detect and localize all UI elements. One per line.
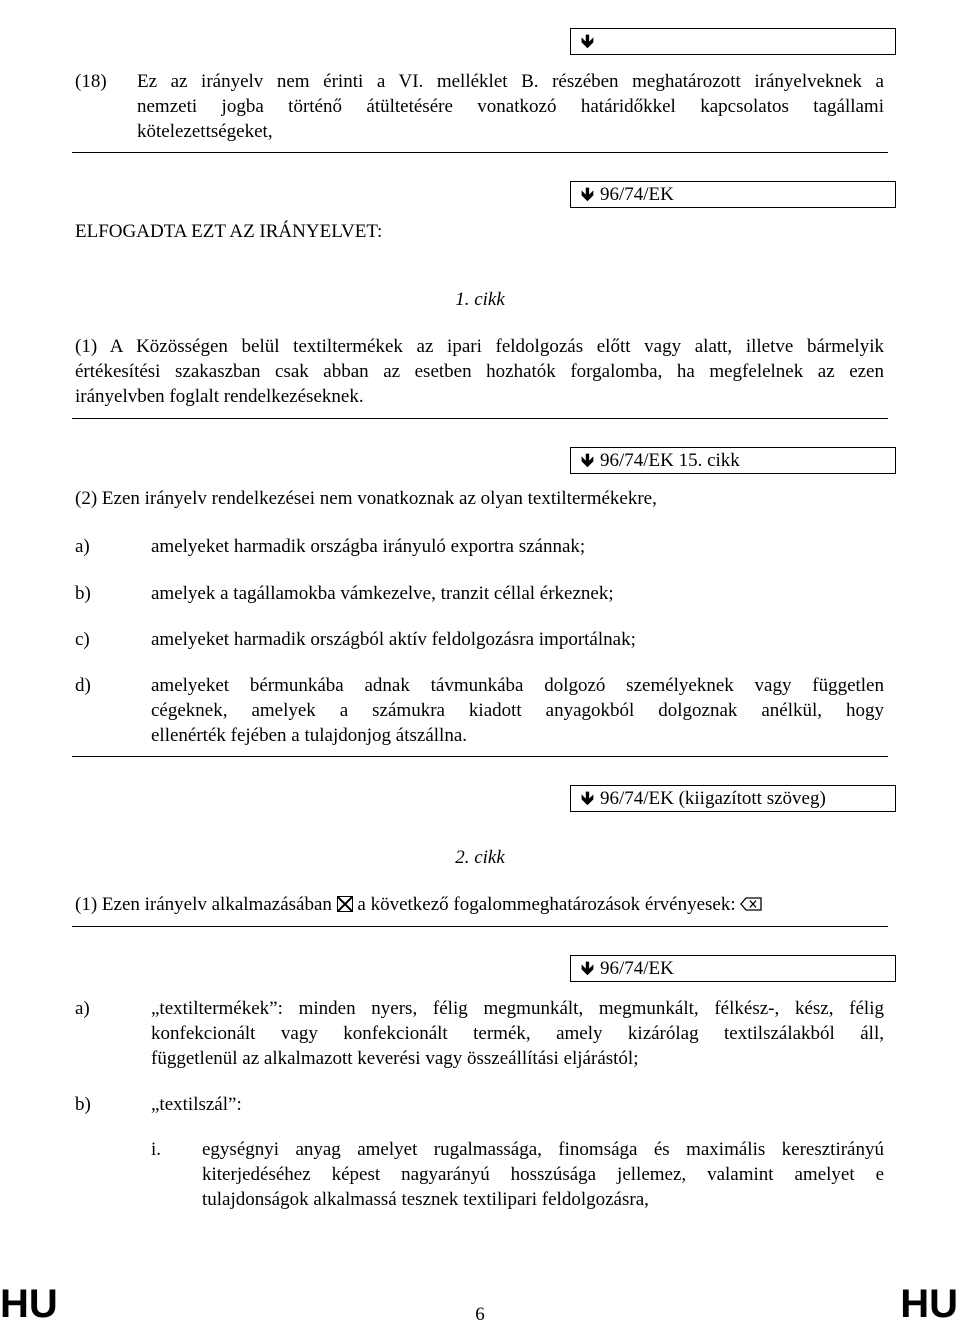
text-line: kiterjedéséhez képest nagyarányú hosszúsága jellemez, valamint amelyet e [202,1164,884,1185]
text-line: „textiltermékek”: minden nyers, félig megmunkált, megmunkált, félkész-, kész, félig [151,998,884,1019]
footer-language-right: HU [900,1282,958,1326]
source-reference-box: 🡻 96/74/EK [570,181,896,208]
list-item: amelyek a tagállamokba vámkezelve, tranzit céllal érkeznek; [151,583,614,604]
list-label: d) [75,675,91,696]
divider [72,152,888,153]
down-arrow-icon: 🡻 [581,31,594,52]
recital-text [137,69,884,144]
list-item [151,673,884,748]
text-line: irányelvben foglalt rendelkezéseknek. [75,386,364,407]
list-item: „textilszál”: [151,1094,242,1115]
text-line: egységnyi anyag amelyet rugalmassága, finomsága és maximális keresztirányú [202,1139,884,1160]
down-arrow-icon: 🡻 [581,958,594,979]
text-line: értékesítési szakaszban csak abban az esetben hozhatók forgalomba, ha megfelelnek az ezen [75,361,884,382]
down-arrow-icon: 🡻 [581,184,594,205]
list-item [151,996,884,1071]
down-arrow-icon: 🡻 [581,450,594,471]
article-title: 2. cikk [455,847,505,868]
down-arrow-icon: 🡻 [581,788,594,809]
source-reference-box: 🡻 96/74/EK 15. cikk [570,447,896,474]
list-item: amelyeket harmadik országba irányuló exportra szánnak; [151,536,586,557]
text-line: tulajdonságok alkalmassá tesznek textilipari feldolgozásra, [202,1189,649,1210]
source-reference-box: 🡻 96/74/EK (kiigazított szöveg) [570,785,896,812]
text-line: Ez az irányelv nem érinti a VI. melléklet B. részében meghatározott irányelveknek a [137,71,884,92]
text-line: konfekcionált vagy konfekcionált termék, amely kizárólag textilszálakból áll, [151,1023,884,1044]
list-label: c) [75,629,90,650]
sublist-label: i. [151,1139,162,1160]
list-label: b) [75,583,91,604]
deletion-start-icon [337,896,353,912]
list-item: amelyeket harmadik országból aktív feldolgozásra importálnak; [151,629,636,650]
page-number: 6 [475,1304,485,1325]
divider [72,418,888,419]
article2-paragraph1: (1) Ezen irányelv alkalmazásában a következő fogalommeghatározások érvényesek: [75,892,762,917]
deletion-end-icon [740,897,762,911]
list-label: a) [75,536,90,557]
text-line: (1) A Közösségen belül textiltermékek az ipari feldolgozás előtt vagy alatt, illetve bármelyik [75,336,884,357]
source-reference-box: 🡻 96/74/EK [570,955,896,982]
text-line: amelyeket bérmunkába adnak távmunkába dolgozó személyeknek vagy független [151,675,884,696]
text-line: nemzeti jogba történő átültetésére vonatkozó határidőkkel kapcsolatos tagállami [137,96,884,117]
article1-paragraph1 [75,334,884,409]
adopted-statement: ELFOGADTA EZT AZ IRÁNYELVET: [75,221,383,242]
footer-language-left: HU [0,1282,58,1326]
article-title: 1. cikk [455,289,505,310]
recital-number: (18) [75,71,107,92]
divider [72,926,888,927]
text-line: ellenérték fejében a tulajdonjog átszállna. [151,725,467,746]
list-label: a) [75,998,90,1019]
text-line: kötelezettségeket, [137,121,273,142]
source-reference-box [570,28,896,55]
sublist-item [202,1137,884,1212]
article1-paragraph2: (2) Ezen irányelv rendelkezései nem vonatkoznak az olyan textiltermékekre, [75,488,657,509]
text-line: függetlenül az alkalmazott keverési vagy összeállítási eljárástól; [151,1048,639,1069]
text-line: cégeknek, amelyek a számukra kiadott anyagokból dolgoznak anélkül, hogy [151,700,884,721]
divider [72,756,888,757]
list-label: b) [75,1094,91,1115]
